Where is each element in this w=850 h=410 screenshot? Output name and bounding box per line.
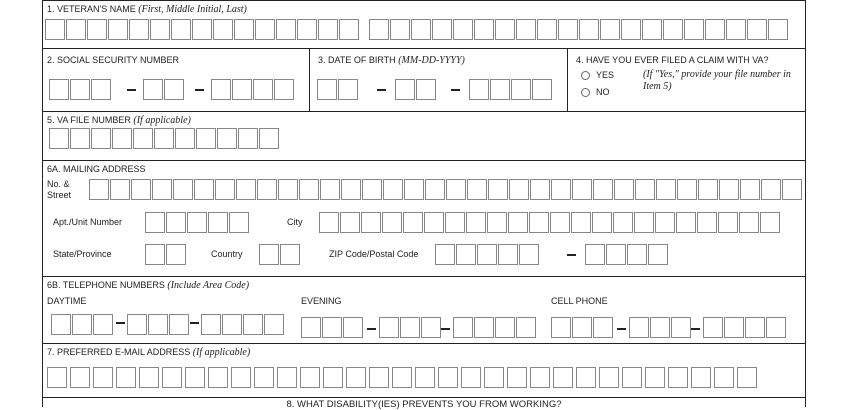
character-box[interactable] bbox=[737, 367, 757, 388]
character-box[interactable] bbox=[593, 179, 613, 200]
va-file-cells[interactable] bbox=[49, 128, 280, 149]
character-box[interactable] bbox=[361, 212, 381, 233]
character-box[interactable] bbox=[579, 19, 599, 40]
character-box[interactable] bbox=[551, 179, 571, 200]
evening-line[interactable] bbox=[453, 317, 537, 338]
street-label: No. & Street bbox=[47, 179, 72, 200]
character-box[interactable] bbox=[697, 212, 717, 233]
character-box[interactable] bbox=[768, 19, 788, 40]
section-ssn-dob-claim bbox=[42, 49, 806, 112]
character-box[interactable] bbox=[404, 179, 424, 200]
character-box[interactable] bbox=[280, 244, 300, 265]
character-box[interactable] bbox=[257, 179, 277, 200]
character-box[interactable] bbox=[537, 19, 557, 40]
character-box[interactable] bbox=[530, 179, 550, 200]
character-box[interactable] bbox=[93, 367, 113, 388]
character-box[interactable] bbox=[148, 314, 168, 335]
character-box[interactable] bbox=[254, 367, 274, 388]
character-box[interactable] bbox=[432, 19, 452, 40]
character-box[interactable] bbox=[164, 79, 184, 100]
character-box[interactable] bbox=[70, 367, 90, 388]
character-box[interactable] bbox=[47, 367, 67, 388]
character-box[interactable] bbox=[234, 19, 254, 40]
character-box[interactable] bbox=[229, 212, 249, 233]
daytime-area[interactable] bbox=[51, 314, 114, 335]
character-box[interactable] bbox=[238, 128, 258, 149]
character-box[interactable] bbox=[550, 212, 570, 233]
character-box[interactable] bbox=[297, 19, 317, 40]
character-box[interactable] bbox=[421, 317, 441, 338]
cell-prefix[interactable] bbox=[629, 317, 692, 338]
character-box[interactable] bbox=[222, 314, 242, 335]
character-box[interactable] bbox=[553, 367, 573, 388]
city-cells[interactable] bbox=[319, 212, 781, 233]
character-box[interactable] bbox=[474, 19, 494, 40]
character-box[interactable] bbox=[45, 19, 65, 40]
character-box[interactable] bbox=[635, 179, 655, 200]
character-box[interactable] bbox=[530, 367, 550, 388]
character-box[interactable] bbox=[676, 212, 696, 233]
character-box[interactable] bbox=[469, 79, 489, 100]
cell-line[interactable] bbox=[703, 317, 787, 338]
character-box[interactable] bbox=[169, 314, 189, 335]
character-box[interactable] bbox=[739, 212, 759, 233]
daytime-line[interactable] bbox=[201, 314, 285, 335]
character-box[interactable] bbox=[320, 179, 340, 200]
character-box[interactable] bbox=[403, 212, 423, 233]
dash bbox=[617, 328, 626, 330]
character-box[interactable] bbox=[416, 79, 436, 100]
character-box[interactable] bbox=[201, 314, 221, 335]
character-box[interactable] bbox=[593, 317, 613, 338]
character-box[interactable] bbox=[208, 367, 228, 388]
character-box[interactable] bbox=[274, 79, 294, 100]
veteran-form bbox=[42, 0, 806, 410]
character-box[interactable] bbox=[108, 19, 128, 40]
character-box[interactable] bbox=[488, 179, 508, 200]
dob-label: 3. DATE OF BIRTH (MM-DD-YYYY) bbox=[318, 55, 465, 66]
character-box[interactable] bbox=[322, 317, 342, 338]
character-box[interactable] bbox=[411, 19, 431, 40]
character-box[interactable] bbox=[264, 314, 284, 335]
dob-day[interactable] bbox=[395, 79, 437, 100]
character-box[interactable] bbox=[89, 179, 109, 200]
claim-note: (If "Yes," provide your file number in Item 5) bbox=[643, 69, 791, 92]
zip-cells[interactable] bbox=[435, 244, 540, 265]
yes-label: YES bbox=[596, 70, 615, 80]
character-box[interactable] bbox=[343, 317, 363, 338]
character-box[interactable] bbox=[91, 79, 111, 100]
character-box[interactable] bbox=[648, 244, 668, 265]
character-box[interactable] bbox=[215, 179, 235, 200]
character-box[interactable] bbox=[276, 19, 296, 40]
apt-label: Apt./Unit Number bbox=[53, 217, 123, 227]
character-box[interactable] bbox=[379, 317, 399, 338]
dash bbox=[190, 322, 199, 324]
character-box[interactable] bbox=[507, 367, 527, 388]
section-phones bbox=[42, 277, 806, 344]
character-box[interactable] bbox=[495, 19, 515, 40]
character-box[interactable] bbox=[299, 179, 319, 200]
character-box[interactable] bbox=[656, 179, 676, 200]
section-va-file bbox=[42, 112, 806, 161]
character-box[interactable] bbox=[761, 179, 781, 200]
character-box[interactable] bbox=[131, 179, 151, 200]
character-box[interactable] bbox=[185, 367, 205, 388]
email-hint: (If applicable) bbox=[192, 347, 251, 358]
dash bbox=[127, 89, 136, 91]
character-box[interactable] bbox=[369, 367, 389, 388]
character-box[interactable] bbox=[116, 367, 136, 388]
zip-ext-cells[interactable] bbox=[585, 244, 669, 265]
character-box[interactable] bbox=[650, 317, 670, 338]
character-box[interactable] bbox=[714, 367, 734, 388]
character-box[interactable] bbox=[424, 212, 444, 233]
character-box[interactable] bbox=[445, 212, 465, 233]
no-label: NO bbox=[596, 87, 610, 97]
character-box[interactable] bbox=[740, 179, 760, 200]
dash bbox=[116, 322, 125, 324]
street-cells[interactable] bbox=[89, 179, 803, 200]
ssn-label: 2. SOCIAL SECURITY NUMBER bbox=[47, 55, 180, 65]
character-box[interactable] bbox=[145, 244, 165, 265]
character-box[interactable] bbox=[668, 367, 688, 388]
character-box[interactable] bbox=[346, 367, 366, 388]
character-box[interactable] bbox=[49, 79, 69, 100]
character-box[interactable] bbox=[645, 367, 665, 388]
character-box[interactable] bbox=[173, 179, 193, 200]
character-box[interactable] bbox=[323, 367, 343, 388]
character-box[interactable] bbox=[133, 128, 153, 149]
character-box[interactable] bbox=[691, 367, 711, 388]
character-box[interactable] bbox=[318, 19, 338, 40]
dob-month[interactable] bbox=[317, 79, 359, 100]
character-box[interactable] bbox=[217, 128, 237, 149]
character-box[interactable] bbox=[154, 128, 174, 149]
character-box[interactable] bbox=[519, 244, 539, 265]
character-box[interactable] bbox=[143, 79, 163, 100]
character-box[interactable] bbox=[622, 367, 642, 388]
character-box[interactable] bbox=[341, 179, 361, 200]
character-box[interactable] bbox=[477, 244, 497, 265]
character-box[interactable] bbox=[129, 19, 149, 40]
state-label: State/Province bbox=[53, 249, 112, 259]
character-box[interactable] bbox=[760, 212, 780, 233]
character-box[interactable] bbox=[516, 19, 536, 40]
character-box[interactable] bbox=[621, 19, 641, 40]
character-box[interactable] bbox=[392, 367, 412, 388]
character-box[interactable] bbox=[558, 19, 578, 40]
disability-label: 8. WHAT DISABILITY(IES) PREVENTS YOU FROM WORKING? bbox=[286, 399, 562, 410]
veteran-name-label: 1. VETERAN'S NAME (First, Middle Initial, Last) bbox=[47, 4, 247, 15]
ssn-group-2[interactable] bbox=[143, 79, 185, 100]
character-box[interactable] bbox=[139, 367, 159, 388]
character-box[interactable] bbox=[509, 179, 529, 200]
character-box[interactable] bbox=[572, 317, 592, 338]
divider bbox=[309, 49, 310, 111]
character-box[interactable] bbox=[487, 212, 507, 233]
character-box[interactable] bbox=[187, 212, 207, 233]
section-veteran-name bbox=[42, 0, 806, 49]
evening-label: EVENING bbox=[301, 296, 342, 306]
apt-cells[interactable] bbox=[145, 212, 250, 233]
yes-radio[interactable] bbox=[581, 71, 590, 80]
character-box[interactable] bbox=[677, 179, 697, 200]
character-box[interactable] bbox=[300, 367, 320, 388]
character-box[interactable] bbox=[600, 19, 620, 40]
character-box[interactable] bbox=[110, 179, 130, 200]
dash bbox=[441, 328, 450, 330]
character-box[interactable] bbox=[466, 212, 486, 233]
dash bbox=[691, 328, 700, 330]
dash bbox=[451, 89, 460, 91]
character-box[interactable] bbox=[87, 19, 107, 40]
character-box[interactable] bbox=[259, 244, 279, 265]
character-box[interactable] bbox=[576, 367, 596, 388]
character-box[interactable] bbox=[194, 179, 214, 200]
character-box[interactable] bbox=[585, 244, 605, 265]
character-box[interactable] bbox=[369, 19, 389, 40]
character-box[interactable] bbox=[317, 79, 337, 100]
va-file-hint: (If applicable) bbox=[133, 115, 191, 126]
cell-label: CELL PHONE bbox=[551, 296, 608, 306]
character-box[interactable] bbox=[243, 314, 263, 335]
email-cells[interactable] bbox=[47, 367, 760, 388]
character-box[interactable] bbox=[400, 317, 420, 338]
character-box[interactable] bbox=[91, 128, 111, 149]
character-box[interactable] bbox=[339, 19, 359, 40]
character-box[interactable] bbox=[213, 19, 233, 40]
character-box[interactable] bbox=[663, 19, 683, 40]
character-box[interactable] bbox=[766, 317, 786, 338]
character-box[interactable] bbox=[259, 128, 279, 149]
character-box[interactable] bbox=[592, 212, 612, 233]
last-name-cells[interactable] bbox=[369, 19, 789, 40]
evening-prefix[interactable] bbox=[379, 317, 442, 338]
character-box[interactable] bbox=[112, 128, 132, 149]
claim-label: 4. HAVE YOU EVER FILED A CLAIM WITH VA? bbox=[576, 55, 769, 65]
character-box[interactable] bbox=[438, 367, 458, 388]
character-box[interactable] bbox=[467, 179, 487, 200]
character-box[interactable] bbox=[551, 317, 571, 338]
section-email bbox=[42, 344, 806, 398]
character-box[interactable] bbox=[51, 314, 71, 335]
city-label: City bbox=[287, 217, 303, 227]
first-name-cells[interactable] bbox=[45, 19, 339, 40]
divider bbox=[567, 49, 568, 111]
character-box[interactable] bbox=[642, 19, 662, 40]
character-box[interactable] bbox=[511, 79, 531, 100]
country-cells[interactable] bbox=[259, 244, 301, 265]
character-box[interactable] bbox=[340, 212, 360, 233]
character-box[interactable] bbox=[532, 79, 552, 100]
dash bbox=[195, 89, 204, 91]
character-box[interactable] bbox=[278, 179, 298, 200]
daytime-label: DAYTIME bbox=[47, 296, 87, 306]
character-box[interactable] bbox=[461, 367, 481, 388]
character-box[interactable] bbox=[383, 179, 403, 200]
character-box[interactable] bbox=[362, 179, 382, 200]
character-box[interactable] bbox=[415, 367, 435, 388]
character-box[interactable] bbox=[446, 179, 466, 200]
character-box[interactable] bbox=[152, 179, 172, 200]
country-label: Country bbox=[211, 249, 243, 259]
character-box[interactable] bbox=[93, 314, 113, 335]
character-box[interactable] bbox=[145, 212, 165, 233]
character-box[interactable] bbox=[150, 19, 170, 40]
character-box[interactable] bbox=[162, 367, 182, 388]
cell-area[interactable] bbox=[551, 317, 614, 338]
character-box[interactable] bbox=[571, 212, 591, 233]
character-box[interactable] bbox=[453, 317, 473, 338]
mailing-label: 6A. MAILING ADDRESS bbox=[47, 164, 146, 174]
evening-area[interactable] bbox=[301, 317, 364, 338]
character-box[interactable] bbox=[231, 367, 251, 388]
daytime-prefix[interactable] bbox=[127, 314, 190, 335]
character-box[interactable] bbox=[196, 128, 216, 149]
character-box[interactable] bbox=[782, 179, 802, 200]
character-box[interactable] bbox=[192, 19, 212, 40]
state-cells[interactable] bbox=[145, 244, 187, 265]
ssn-group-3[interactable] bbox=[211, 79, 295, 100]
character-box[interactable] bbox=[498, 244, 518, 265]
character-box[interactable] bbox=[211, 79, 231, 100]
character-box[interactable] bbox=[745, 317, 765, 338]
character-box[interactable] bbox=[453, 19, 473, 40]
character-box[interactable] bbox=[277, 367, 297, 388]
character-box[interactable] bbox=[484, 367, 504, 388]
ssn-group-1[interactable] bbox=[49, 79, 112, 100]
character-box[interactable] bbox=[671, 317, 691, 338]
dob-hint: (MM-DD-YYYY) bbox=[398, 55, 465, 66]
character-box[interactable] bbox=[127, 314, 147, 335]
section-disability bbox=[42, 398, 806, 410]
section-mailing bbox=[42, 161, 806, 277]
character-box[interactable] bbox=[599, 367, 619, 388]
va-file-label: 5. VA FILE NUMBER (If applicable) bbox=[47, 115, 191, 126]
character-box[interactable] bbox=[705, 19, 725, 40]
character-box[interactable] bbox=[255, 19, 275, 40]
veteran-name-hint: (First, Middle Initial, Last) bbox=[138, 4, 247, 15]
character-box[interactable] bbox=[614, 179, 634, 200]
character-box[interactable] bbox=[66, 19, 86, 40]
character-box[interactable] bbox=[456, 244, 476, 265]
character-box[interactable] bbox=[425, 179, 445, 200]
character-box[interactable] bbox=[718, 212, 738, 233]
dash bbox=[377, 89, 386, 91]
character-box[interactable] bbox=[508, 212, 528, 233]
character-box[interactable] bbox=[166, 244, 186, 265]
character-box[interactable] bbox=[747, 19, 767, 40]
character-box[interactable] bbox=[627, 244, 647, 265]
character-box[interactable] bbox=[171, 19, 191, 40]
character-box[interactable] bbox=[629, 317, 649, 338]
character-box[interactable] bbox=[634, 212, 654, 233]
dash bbox=[367, 328, 376, 330]
character-box[interactable] bbox=[70, 79, 90, 100]
character-box[interactable] bbox=[726, 19, 746, 40]
character-box[interactable] bbox=[395, 79, 415, 100]
character-box[interactable] bbox=[490, 79, 510, 100]
character-box[interactable] bbox=[236, 179, 256, 200]
dash bbox=[567, 254, 576, 256]
character-box[interactable] bbox=[232, 79, 252, 100]
character-box[interactable] bbox=[495, 317, 515, 338]
character-box[interactable] bbox=[435, 244, 455, 265]
character-box[interactable] bbox=[49, 128, 69, 149]
character-box[interactable] bbox=[703, 317, 723, 338]
character-box[interactable] bbox=[166, 212, 186, 233]
character-box[interactable] bbox=[613, 212, 633, 233]
middle-initial-cell[interactable] bbox=[339, 19, 360, 40]
character-box[interactable] bbox=[338, 79, 358, 100]
character-box[interactable] bbox=[70, 128, 90, 149]
character-box[interactable] bbox=[719, 179, 739, 200]
character-box[interactable] bbox=[208, 212, 228, 233]
character-box[interactable] bbox=[253, 79, 273, 100]
character-box[interactable] bbox=[175, 128, 195, 149]
character-box[interactable] bbox=[301, 317, 321, 338]
character-box[interactable] bbox=[516, 317, 536, 338]
character-box[interactable] bbox=[529, 212, 549, 233]
character-box[interactable] bbox=[319, 212, 339, 233]
phones-label: 6B. TELEPHONE NUMBERS (Include Area Code) bbox=[47, 280, 250, 291]
character-box[interactable] bbox=[655, 212, 675, 233]
character-box[interactable] bbox=[606, 244, 626, 265]
email-label: 7. PREFERRED E-MAIL ADDRESS (If applicable) bbox=[47, 347, 251, 358]
character-box[interactable] bbox=[390, 19, 410, 40]
character-box[interactable] bbox=[474, 317, 494, 338]
zip-label: ZIP Code/Postal Code bbox=[329, 249, 419, 259]
dob-year[interactable] bbox=[469, 79, 553, 100]
character-box[interactable] bbox=[72, 314, 92, 335]
character-box[interactable] bbox=[724, 317, 744, 338]
character-box[interactable] bbox=[684, 19, 704, 40]
no-radio[interactable] bbox=[581, 88, 590, 97]
character-box[interactable] bbox=[572, 179, 592, 200]
character-box[interactable] bbox=[382, 212, 402, 233]
character-box[interactable] bbox=[698, 179, 718, 200]
phones-hint: (Include Area Code) bbox=[167, 280, 250, 291]
